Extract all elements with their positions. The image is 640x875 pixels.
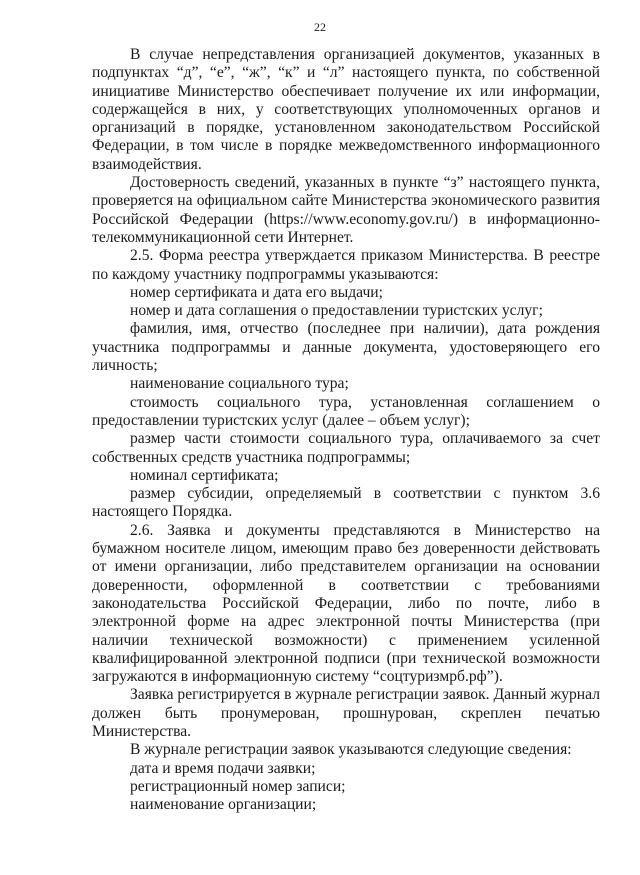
document-body bbox=[92, 46, 600, 814]
list-item-tour-name: наименование социального тура; bbox=[130, 375, 349, 393]
list-item-tour-cost: стоимость социального тура, установленная соглашением о предоставлении туристских услуг (далее – объем услуг); bbox=[92, 393, 600, 429]
paragraph-missing-documents: В случае непредставления организацией документов, указанных в подпунктах “д”, “е”, “ж”, “к” и “л” настоящего пункта, по собственной инициативе Министерство обеспечивает получение их или информации, содержащейся в них, у соответствующих уполномоченных органов и организаций в порядке, установленном законодательством Российской Федерации, в том числе в порядке межведомственного информационного взаимодействия. bbox=[92, 46, 600, 173]
list-item-organization-name: наименование организации; bbox=[130, 796, 317, 814]
paragraph-application-registration: Заявка регистрируется в журнале регистрации заявок. Данный журнал должен быть пронумерован, прошнурован, скреплен печатью Министерства. bbox=[92, 686, 600, 740]
paragraph-verification: Достоверность сведений, указанных в пункте “з” настоящего пункта, проверяется на официальном сайте Министерства экономического развития Российской Федерации (https://www.economy.gov.ru/) в информационно-телекоммуникационной сети Интернет. bbox=[92, 174, 600, 246]
paragraph-2-6-application-submission: 2.6. Заявка и документы представляются в Министерство на бумажном носителе лицом, имеющим право без доверенности действовать от имени организации, либо представителем организации на основании доверенности, оформленной в соответствии с требованиями законодательства Российской Федерации, либо по почте, либо в электронной форме на адрес электронной почты Министерства (при наличии технической возможности) с применением усиленной квалифицированной электронной подписи (при технической возможности загружаются в информационную систему “соцтуризмрб.рф”). bbox=[92, 521, 600, 686]
list-item-certificate-number: номер сертификата и дата его выдачи; bbox=[130, 283, 383, 301]
list-item-submission-datetime: дата и время подачи заявки; bbox=[130, 759, 316, 777]
list-item-certificate-nominal: номинал сертификата; bbox=[130, 466, 279, 484]
list-item-participant-name: фамилия, имя, отчество (последнее при наличии), дата рождения участника подпрограммы и данные документа, удостоверяющего его личность; bbox=[92, 320, 600, 375]
paragraph-journal-fields-intro: В журнале регистрации заявок указываются следующие сведения: bbox=[130, 741, 572, 759]
paragraph-2-5-registry-form: 2.5. Форма реестра утверждается приказом Министерства. В реестре по каждому участнику подпрограммы указываются: bbox=[92, 247, 600, 283]
list-item-own-funds-part: размер части стоимости социального тура, оплачиваемого за счет собственных средств участника подпрограммы; bbox=[92, 430, 600, 466]
list-item-registration-number: регистрационный номер записи; bbox=[130, 777, 346, 795]
list-item-subsidy-size: размер субсидии, определяемый в соответствии с пунктом 3.6 настоящего Порядка. bbox=[92, 485, 600, 521]
page-number: 22 bbox=[314, 20, 326, 34]
list-item-agreement-number: номер и дата соглашения о предоставлении туристских услуг; bbox=[130, 302, 543, 320]
